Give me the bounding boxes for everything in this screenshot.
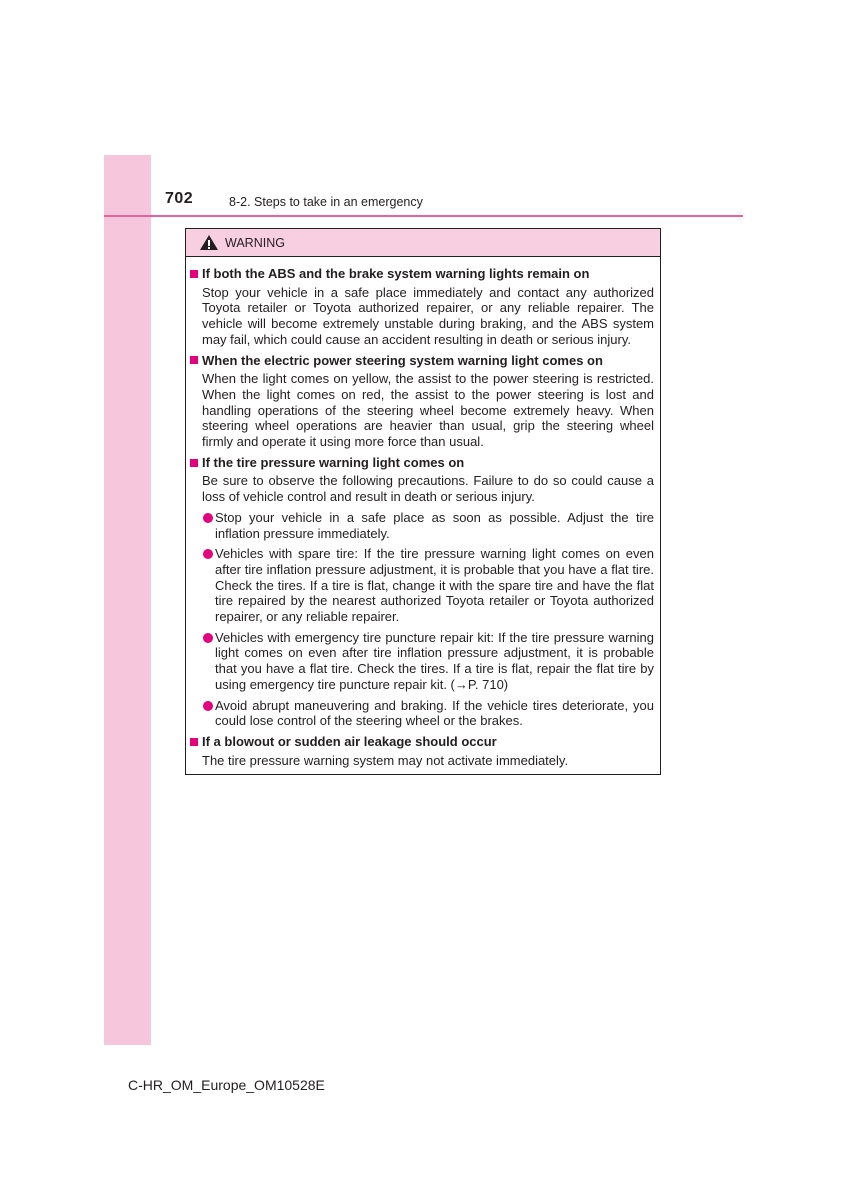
section-heading-text: If the tire pressure warning light comes on (202, 454, 465, 470)
page-number: 702 (165, 190, 194, 207)
circle-bullet-icon (203, 549, 213, 559)
section-heading (190, 455, 654, 471)
section-heading-text: When the electric power steering system warning light comes on (202, 352, 603, 368)
list-item (203, 510, 654, 541)
warning-section (190, 353, 654, 450)
list-item-text: Avoid abrupt maneuvering and braking. If the vehicle tires deteriorate, you could lose control of the steering wheel or the brakes. (215, 697, 654, 729)
warning-section (190, 455, 654, 729)
circle-bullet-icon (203, 701, 213, 711)
list-item (203, 630, 654, 693)
list-item (203, 546, 654, 625)
document-code: C-HR_OM_Europe_OM10528E (128, 1077, 325, 1093)
list-item-text: Stop your vehicle in a safe place as soon as possible. Adjust the tire inflation pressure immediately. (215, 509, 654, 541)
section-heading (190, 734, 654, 750)
section-paragraph: Be sure to observe the following precautions. Failure to do so could cause a loss of vehicle control and result in death or serious injury. (202, 473, 654, 505)
section-paragraph: Stop your vehicle in a safe place immediately and contact any authorized Toyota retailer or Toyota authorized repairer, or any reliable repairer. The vehicle will become extremely unstable during braking, and the ABS system may fail, which could cause an accident resulting in death or serious injury. (202, 284, 654, 347)
square-bullet-icon (190, 459, 198, 467)
list-item-text: Vehicles with emergency tire puncture repair kit: If the tire pressure warning light comes on even after tire inflation pressure adjustment, it is probable that you have a flat tire. Check the tires. If a tire is flat, repair the flat tire by using emergency tire puncture repair kit. (→P. 710) (215, 629, 654, 692)
warning-header (186, 229, 660, 257)
section-paragraph: When the light comes on yellow, the assist to the power steering is restricted. When the light comes on red, the assist to the power steering is lost and handling operations of the steering wheel become extremely heavy. When steering wheel operations are heavier than usual, grip the steering wheel firmly and operate it using more force than usual. (202, 371, 654, 450)
section-heading (190, 266, 654, 282)
warning-box (185, 228, 661, 775)
circle-bullet-icon (203, 633, 213, 643)
square-bullet-icon (190, 738, 198, 746)
section-paragraph: The tire pressure warning system may not activate immediately. (202, 752, 569, 768)
warning-section (190, 266, 654, 348)
square-bullet-icon (190, 356, 198, 364)
list-item (203, 698, 654, 729)
square-bullet-icon (190, 270, 198, 278)
circle-bullet-icon (203, 513, 213, 523)
section-title: 8-2. Steps to take in an emergency (229, 195, 423, 209)
list-item-text: Vehicles with spare tire: If the tire pressure warning light comes on even after tire inflation pressure adjustment, it is probable that you have a flat tire. Check the tires. If a tire is flat, change it with the spare tire and have the flat tire repaired by the nearest authorized Toyota retailer or Toyota authorized repairer, or any reliable repairer. (215, 546, 654, 625)
section-heading (190, 353, 654, 369)
warning-section (190, 734, 654, 768)
warning-title: WARNING (225, 235, 285, 250)
section-heading-text: If both the ABS and the brake system warning lights remain on (202, 266, 590, 281)
side-tab (104, 155, 151, 1045)
warning-body (186, 257, 660, 768)
section-heading-text: If a blowout or sudden air leakage should occur (202, 733, 497, 749)
header-rule (104, 215, 743, 217)
warning-triangle-icon (199, 234, 219, 251)
